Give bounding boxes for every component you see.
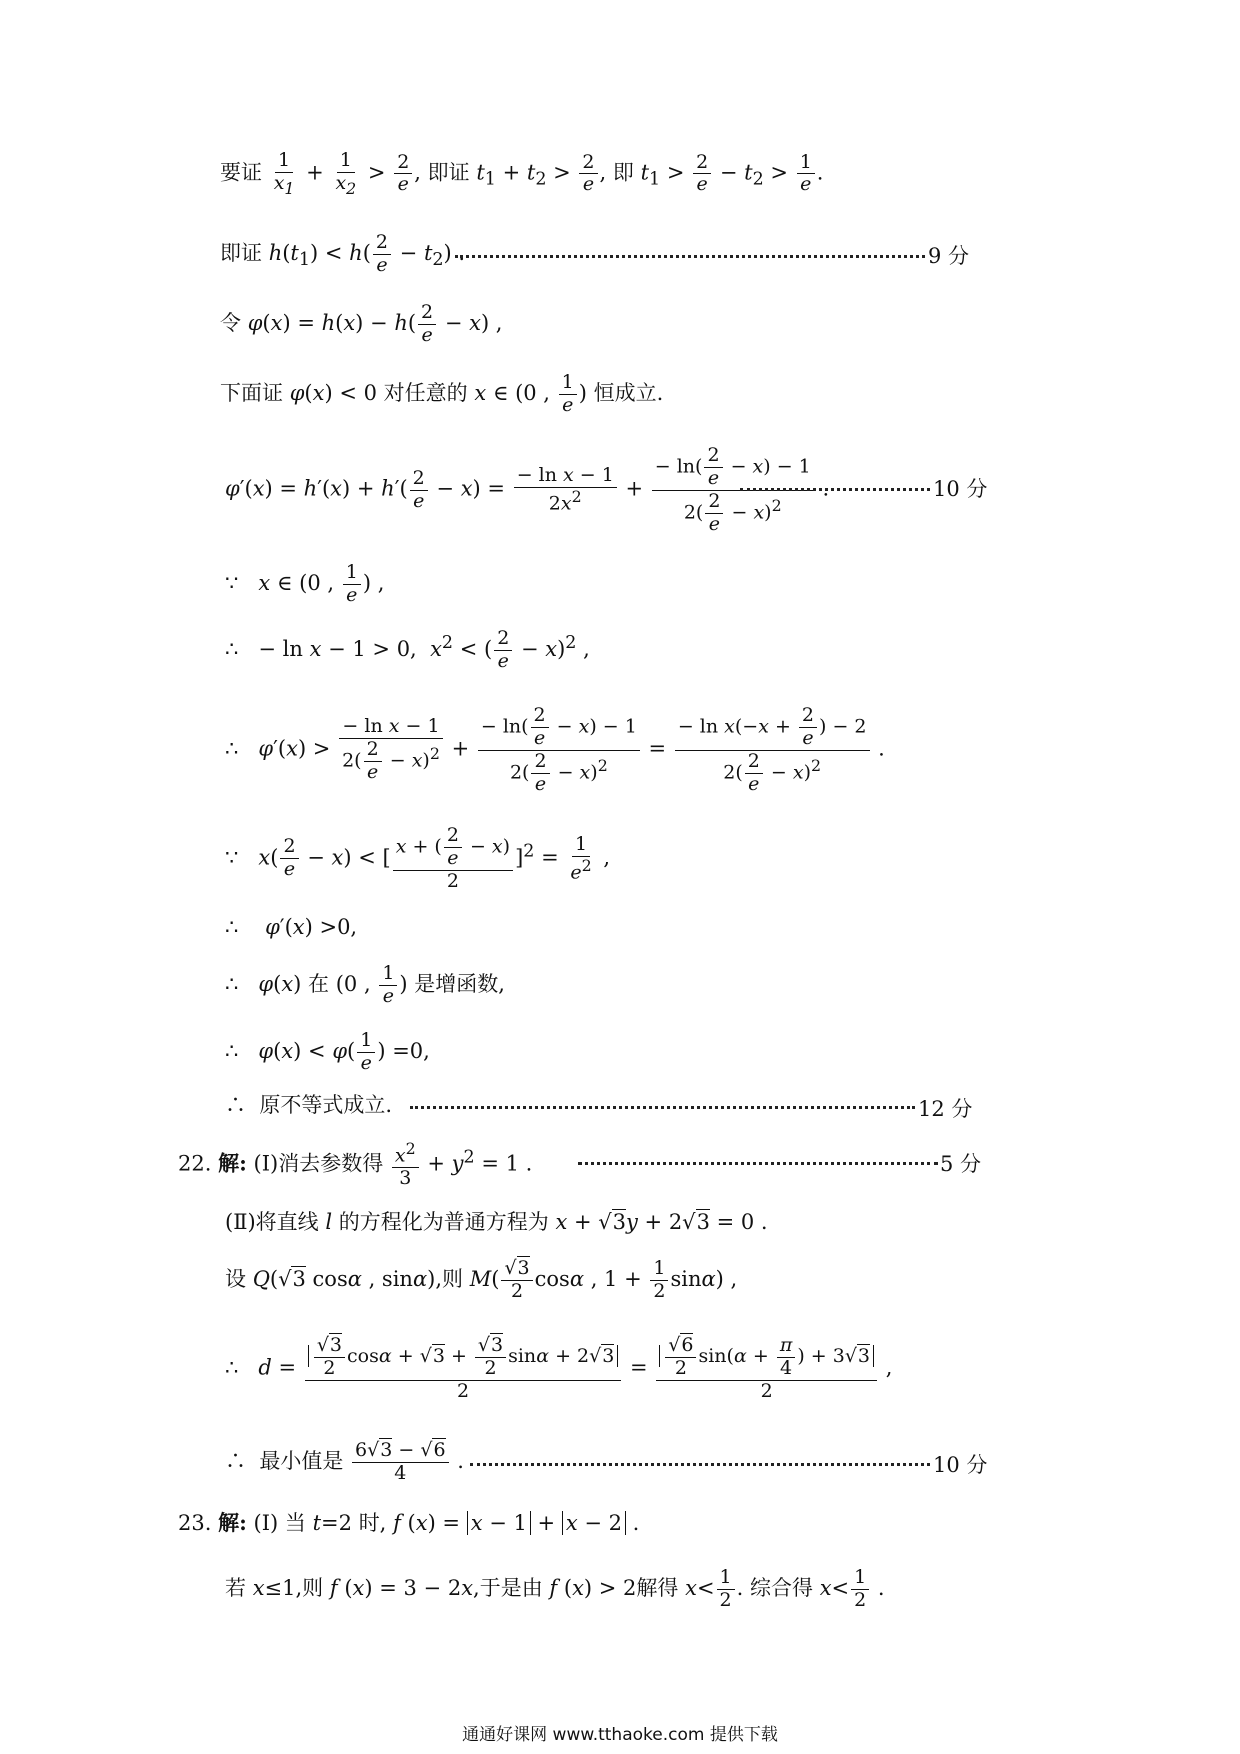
q22-line-5: ∴ 最小值是 $\frac{6√3 - √6}{4}$ .: [225, 1439, 464, 1484]
q22-line-1: 22. 解: (Ⅰ)消去参数得 $\frac{x^2}{3}$ + $y^2 = 1$ .: [178, 1139, 533, 1190]
dots-10b: [470, 1463, 930, 1466]
q23-line-2: 若 x≤1,则 f (x) = 3 − 2x,于是由 f (x) > 2解得 x< $\frac{1}{2}$ . 综合得 x< $\frac{1}{2}$ .: [225, 1566, 885, 1611]
line-7: ∴ − ln x − 1 > 0, $x^2$ < ( $\frac{2}{e}$ − x)$^2$ ,: [225, 627, 590, 672]
line-11: ∴ φ(x) 在 (0 , $\frac{1}{e}$ ) 是增函数,: [225, 962, 505, 1007]
line-3: 令 φ(x) = h(x) − h( $\frac{2}{e}$ − x) ,: [220, 301, 503, 346]
q22-line-2: (Ⅱ)将直线 l 的方程化为普通方程为 x + √3y + 2√3 = 0 .: [225, 1210, 768, 1234]
line-5: φ′(x) = h′(x) + h′( $\frac{2}{e}$ − x) = $\frac{\text{− ln x − 1}}{2x^2}$ + − ln( $\frac{2}{e}$ − x) − 1 2( $\frac{2}{e}$ − x)$^2$ .: [225, 444, 830, 535]
score-5: 5 分: [940, 1152, 982, 1176]
score-10a: 10 分: [933, 477, 988, 501]
line-6: ∵ x ∈ (0 , $\frac{1}{e}$ ) ,: [225, 561, 385, 606]
line-10: ∴ φ′(x) >0,: [225, 915, 358, 939]
q22-line-3: 设 Q(√3 cosα , sinα),则 M( $\frac{√3}{2}$ cosα , 1 + $\frac{1}{2}$ sinα) ,: [225, 1257, 738, 1302]
line-8: ∴ φ′(x) > − ln x − 1 2( $\frac{2}{e}$ − x)$^2$ + − ln( $\frac{2}{e}$ − x) − 1 2( $\frac{2}{e}$ − x)$^2$ = − ln x(−x + $\frac{2}{e}$ ) − 2 2( $\frac{2}{e}$ − x)$^2$ .: [225, 704, 885, 795]
q22-line-4: ∴ d = $\frac{√3}{2}$ cosα + √3 + $\frac{√3}{2}$ sinα + 2√3 2 = $\frac{√6}{2}$ sin(α + $\frac{\pi}{4}$ ) + 3√3 2 ,: [225, 1334, 893, 1402]
line-9: ∵ x( $\frac{2}{e}$ − x) < [ x + ( $\frac{2}{e}$ − x) 2 ]$^2$ = $\frac{1}{e^2}$ ,: [225, 824, 611, 892]
dots-9: [455, 255, 925, 258]
dots-5: [578, 1162, 938, 1165]
page-footer: 通通好课网 www.tthaoke.com 提供下载: [462, 1725, 778, 1745]
q23-line-1: 23. 解: (Ⅰ) 当 t=2 时, f (x) = x − 1 + x − 2 .: [178, 1510, 640, 1535]
line-12: ∴ φ(x) < φ( $\frac{1}{e}$ ) =0,: [225, 1029, 430, 1074]
line-13: ∴ 原不等式成立.: [225, 1093, 393, 1117]
score-10b: 10 分: [933, 1453, 988, 1477]
line-1: 要证 $\frac{1}{x_1}$ + $\frac{1}{x_2}$ > $\frac{2}{e}$ , 即证 $t_1 + t_2$ > $\frac{2}{e}$ , 即 $t_1$ > $\frac{2}{e}$ − $t_2$ > $\frac{1}{e}$ .: [220, 149, 824, 198]
dots-12: [410, 1106, 915, 1109]
score-9: 9 分: [928, 244, 970, 268]
line-4: 下面证 φ(x) < 0 对任意的 x ∈ (0 , $\frac{1}{e}$ ) 恒成立.: [220, 371, 664, 416]
dots-10a: [740, 488, 930, 491]
line-2: 即证 $h(t_1) < h$( $\frac{2}{e}$ − $t_2$) .: [220, 231, 466, 276]
score-12: 12 分: [918, 1097, 973, 1121]
